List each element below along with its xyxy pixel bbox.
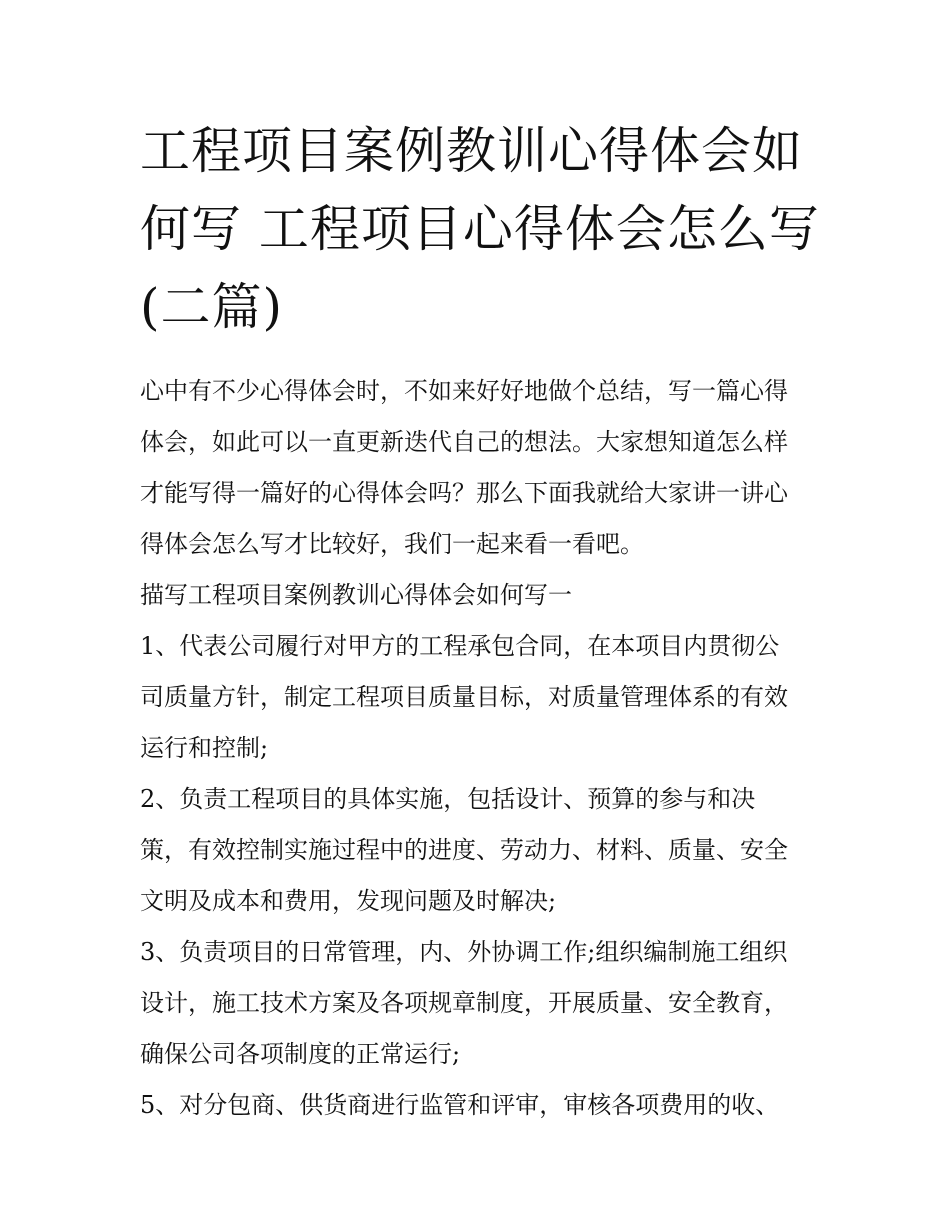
list-item-line: 文明及成本和费用，发现问题及时解决; bbox=[140, 887, 557, 915]
section-heading: 描写工程项目案例教训心得体会如何写一 bbox=[140, 581, 572, 609]
list-item-line: 司质量方针，制定工程项目质量目标，对质量管理体系的有效 bbox=[140, 683, 788, 711]
intro-line: 体会，如此可以一直更新迭代自己的想法。大家想知道怎么样 bbox=[140, 428, 788, 456]
title-line: 工程项目案例教训心得体会如 bbox=[140, 122, 803, 180]
document-page bbox=[140, 112, 820, 1131]
list-item-line: 3、负责项目的日常管理，内、外协调工作;组织编制施工组织 bbox=[140, 938, 788, 966]
document-title bbox=[140, 112, 820, 346]
list-item-line: 确保公司各项制度的正常运行; bbox=[140, 1040, 461, 1068]
list-item-line: 策，有效控制实施过程中的进度、劳动力、材料、质量、安全 bbox=[140, 836, 788, 864]
title-line: 何写 工程项目心得体会怎么写 bbox=[140, 200, 820, 258]
list-item-line: 5、对分包商、供货商进行监管和评审，审核各项费用的收、 bbox=[140, 1091, 780, 1119]
intro-line: 才能写得一篇好的心得体会吗？那么下面我就给大家讲一讲心 bbox=[140, 479, 788, 507]
list-item-line: 设计，施工技术方案及各项规章制度，开展质量、安全教育， bbox=[140, 989, 788, 1017]
document-body bbox=[140, 366, 820, 1131]
list-item-line: 1、代表公司履行对甲方的工程承包合同，在本项目内贯彻公 bbox=[140, 632, 780, 660]
intro-line: 心中有不少心得体会时，不如来好好地做个总结，写一篇心得 bbox=[140, 377, 788, 405]
list-item-line: 运行和控制; bbox=[140, 734, 269, 762]
intro-line: 得体会怎么写才比较好，我们一起来看一看吧。 bbox=[140, 530, 644, 558]
title-line: (二篇) bbox=[140, 278, 284, 336]
list-item-line: 2、负责工程项目的具体实施，包括设计、预算的参与和决 bbox=[140, 785, 756, 813]
